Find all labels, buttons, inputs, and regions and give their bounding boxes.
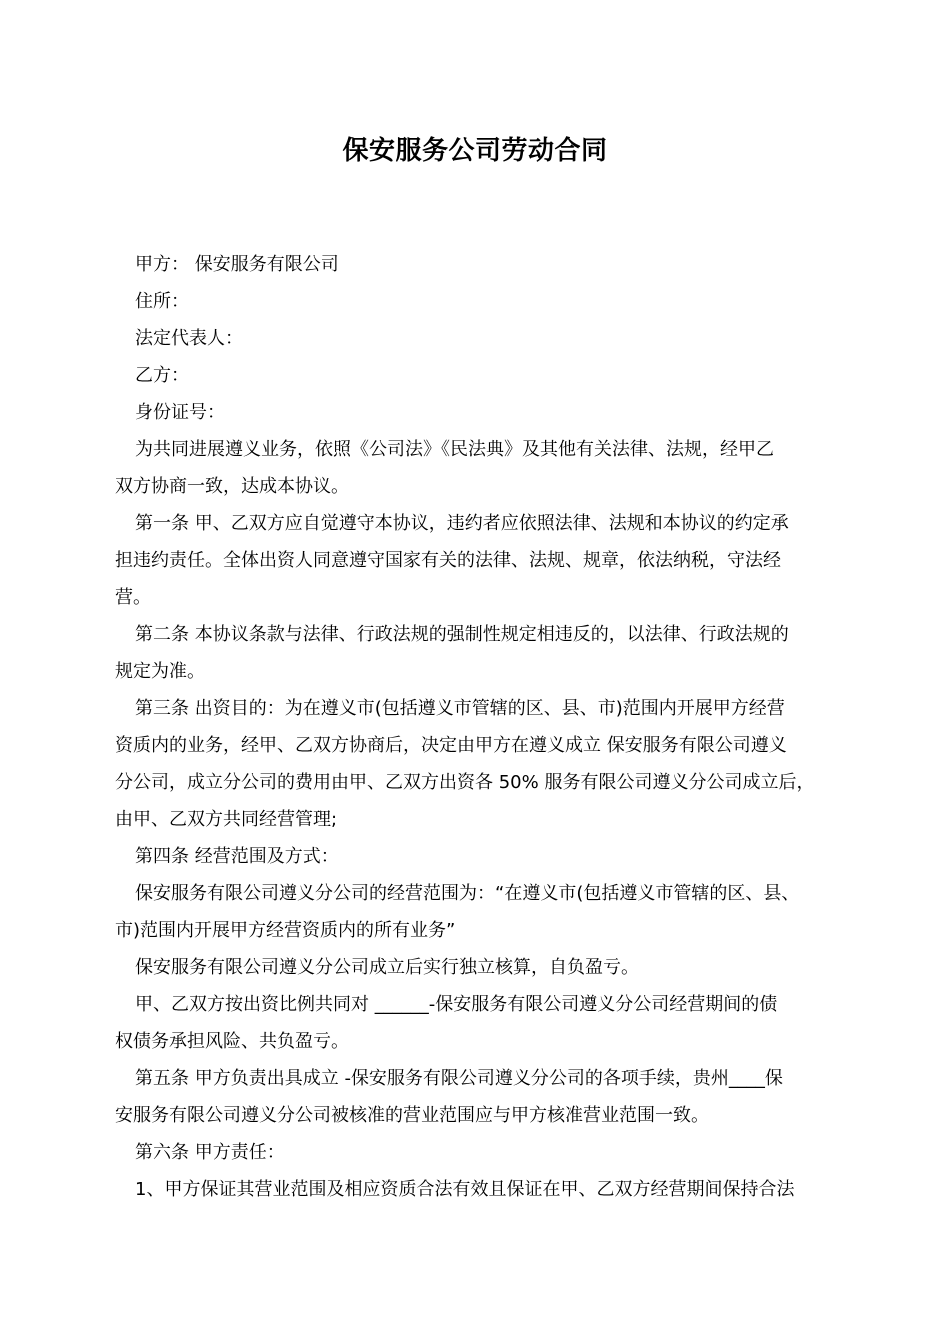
contract-paragraph xyxy=(115,690,855,838)
document-title: 保安服务公司劳动合同 xyxy=(342,136,608,166)
document-body xyxy=(115,246,855,1208)
paragraph-line: 第四条 经营范围及方式： xyxy=(135,846,339,867)
contract-paragraph xyxy=(115,1171,855,1208)
legal-rep-line: 法定代表人： xyxy=(135,328,243,349)
paragraph-line: 保安服务有限公司遵义分公司成立后实行独立核算，自负盈亏。 xyxy=(135,957,639,978)
paragraph-line: 市)范围内开展甲方经营资质内的所有业务” xyxy=(115,920,456,941)
paragraph-line: 甲、乙双方按出资比例共同对 ______-保安服务有限公司遵义分公司经营期间的债 xyxy=(135,994,778,1015)
party-b-line: 乙方： xyxy=(135,365,189,386)
paragraph-line: 双方协商一致，达成本协议。 xyxy=(115,476,349,497)
contract-paragraph xyxy=(115,431,855,505)
contract-paragraph xyxy=(115,949,855,986)
contract-paragraph xyxy=(115,875,855,949)
paragraph-line: 第二条 本协议条款与法律、行政法规的强制性规定相违反的，以法律、行政法规的 xyxy=(135,624,789,645)
paragraph-line: 资质内的业务，经甲、乙双方协商后，决定由甲方在遵义成立 保安服务有限公司遵义 xyxy=(115,735,787,756)
paragraph-line: 规定为准。 xyxy=(115,661,205,682)
paragraph-line: 为共同进展遵义业务，依照《公司法》《民法典》及其他有关法律、法规，经甲乙 xyxy=(135,439,774,460)
paragraph-line: 第六条 甲方责任： xyxy=(135,1142,285,1163)
paragraph-line: 权债务承担风险、共负盈亏。 xyxy=(115,1031,349,1052)
paragraph-line: 第五条 甲方负责出具成立 -保安服务有限公司遵义分公司的各项手续，贵州____保 xyxy=(135,1068,783,1089)
paragraph-line: 第一条 甲、乙双方应自觉遵守本协议，违约者应依照法律、法规和本协议的约定承 xyxy=(135,513,789,534)
paragraph-line: 营。 xyxy=(115,587,151,608)
paragraph-line: 分公司，成立分公司的费用由甲、乙双方出资各 50% 服务有限公司遵义分公司成立后， xyxy=(115,772,815,793)
paragraph-line: 1、甲方保证其营业范围及相应资质合法有效且保证在甲、乙双方经营期间保持合法 xyxy=(135,1179,795,1200)
paragraph-line: 由甲、乙双方共同经营管理; xyxy=(115,809,338,830)
id-number-line: 身份证号： xyxy=(135,402,225,423)
contract-paragraph xyxy=(115,1134,855,1171)
paragraph-line: 保安服务有限公司遵义分公司的经营范围为：“在遵义市(包括遵义市管辖的区、县、 xyxy=(135,883,800,904)
paragraph-line: 担违约责任。全体出资人同意遵守国家有关的法律、法规、规章，依法纳税，守法经 xyxy=(115,550,781,571)
paragraph-line: 安服务有限公司遵义分公司被核准的营业范围应与甲方核准营业范围一致。 xyxy=(115,1105,709,1126)
contract-paragraph xyxy=(115,616,855,690)
contract-paragraph xyxy=(115,838,855,875)
address-line: 住所： xyxy=(135,291,189,312)
contract-paragraph xyxy=(115,505,855,616)
paragraph-line: 第三条 出资目的：为在遵义市(包括遵义市管辖的区、县、市)范围内开展甲方经营 xyxy=(135,698,785,719)
contract-clauses xyxy=(115,431,855,1208)
party-a-line: 甲方： 保安服务有限公司 xyxy=(135,254,339,275)
contract-paragraph xyxy=(115,1060,855,1134)
contract-paragraph xyxy=(115,986,855,1060)
